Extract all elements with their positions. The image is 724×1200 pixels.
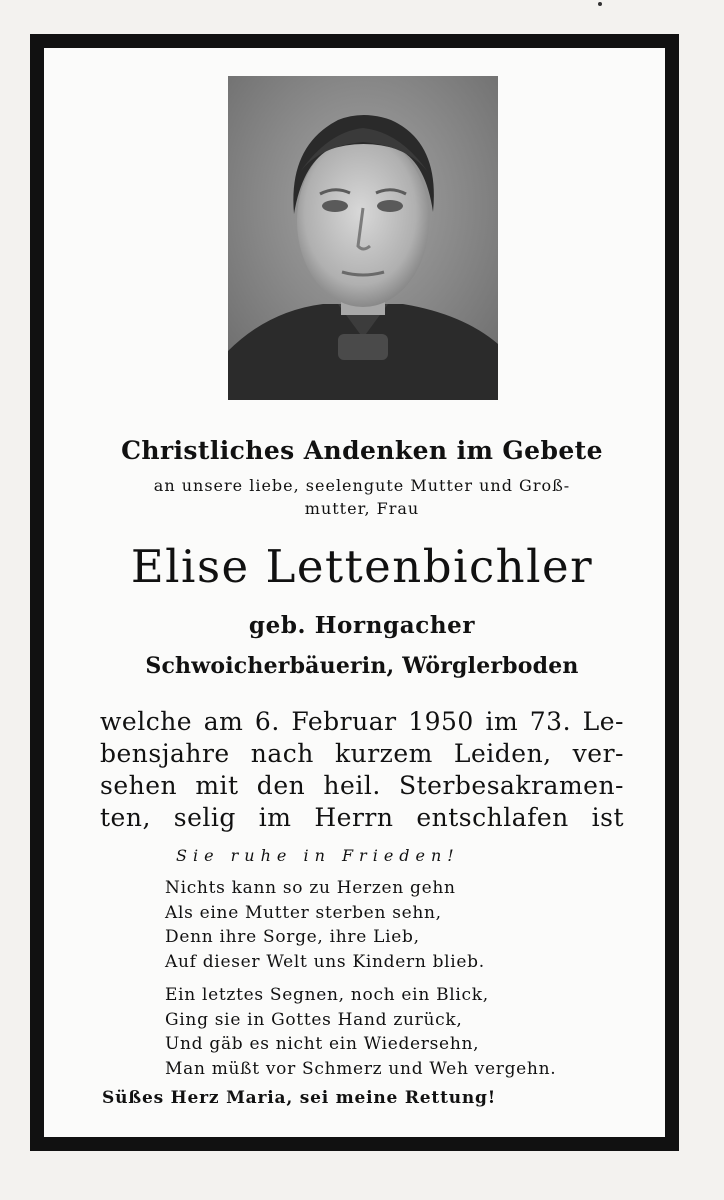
poem-line: Denn ihre Sorge, ihre Lieb, bbox=[165, 927, 420, 947]
poem-line: Man müßt vor Schmerz und Weh vergehn. bbox=[165, 1058, 557, 1079]
dedication-line-1: an unsere liebe, seelengute Mutter und Groß- bbox=[153, 476, 571, 495]
poem-line: Nichts kann so zu Herzen gehn bbox=[165, 878, 456, 898]
paper-speck bbox=[598, 2, 602, 6]
poem-line: Auf dieser Welt uns Kindern blieb. bbox=[165, 951, 485, 972]
portrait-photo bbox=[228, 76, 498, 400]
card-heading: Christliches Andenken im Gebete bbox=[121, 436, 603, 465]
poem-stanza-2 bbox=[165, 983, 625, 1081]
death-notice-line: bensjahre nach kurzem Leiden, ver- bbox=[100, 739, 624, 768]
poem-line: Ein letztes Segnen, noch ein Blick, bbox=[165, 985, 489, 1005]
poem-line: Ging sie in Gottes Hand zurück, bbox=[165, 1009, 463, 1030]
rest-in-peace: Sie ruhe in Frieden! bbox=[176, 846, 460, 865]
poem-line: Als eine Mutter sterben sehn, bbox=[165, 902, 442, 923]
maiden-name: geb. Horngacher bbox=[248, 612, 476, 639]
poem-stanza-1 bbox=[165, 876, 625, 974]
poem-line: Und gäb es nicht ein Wiedersehn, bbox=[165, 1034, 480, 1054]
death-notice-line: welche am 6. Februar 1950 im 73. Le- bbox=[100, 707, 624, 736]
portrait-image bbox=[228, 76, 498, 400]
dedication-line-2: mutter, Frau bbox=[304, 499, 420, 518]
closing-prayer: Süßes Herz Maria, sei meine Rettung! bbox=[102, 1088, 497, 1108]
deceased-name: Elise Lettenbichler bbox=[130, 540, 594, 593]
death-notice-line: ten, selig im Herrn entschlafen ist bbox=[100, 803, 624, 832]
death-notice bbox=[100, 706, 624, 834]
death-notice-line: sehen mit den heil. Sterbesakramen- bbox=[100, 771, 624, 800]
farm-name: Schwoicherbäuerin, Wörglerboden bbox=[145, 653, 579, 679]
